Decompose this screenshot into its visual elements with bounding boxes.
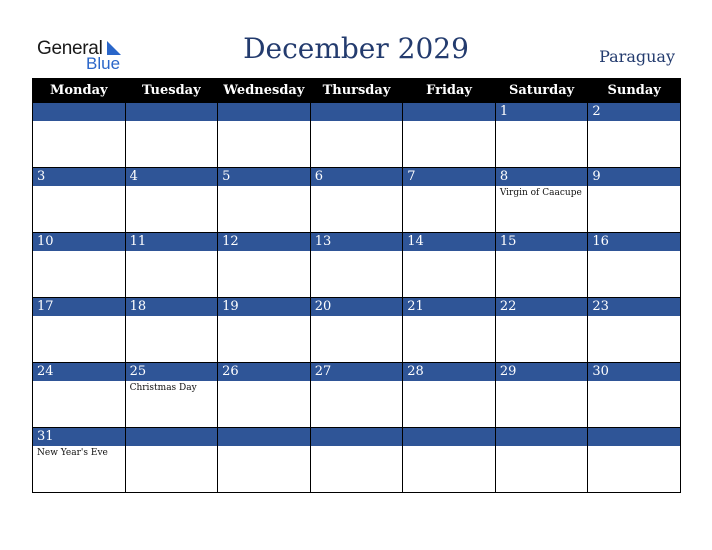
day-number: 31 <box>33 428 125 446</box>
day-number: 6 <box>311 168 403 186</box>
day-cell[interactable] <box>218 103 311 168</box>
day-number: 17 <box>33 298 125 316</box>
day-number: 19 <box>218 298 310 316</box>
day-cell[interactable] <box>310 363 403 428</box>
week-row <box>33 428 681 493</box>
day-cell[interactable] <box>310 168 403 233</box>
day-number: 23 <box>588 298 680 316</box>
weekday-header: Friday <box>403 79 496 103</box>
week-row <box>33 168 681 233</box>
day-cell[interactable] <box>125 363 218 428</box>
weekday-header-row <box>33 79 681 103</box>
day-number: 12 <box>218 233 310 251</box>
day-cell[interactable] <box>588 298 681 363</box>
day-cell[interactable] <box>310 298 403 363</box>
calendar-title: December 2029 <box>243 32 469 65</box>
day-number: 29 <box>496 363 588 381</box>
day-number: 10 <box>33 233 125 251</box>
day-cell[interactable] <box>125 428 218 493</box>
holiday-label: New Year's Eve <box>37 448 108 458</box>
day-number: 4 <box>126 168 218 186</box>
day-cell[interactable] <box>403 168 496 233</box>
logo-text-general: General <box>37 38 103 59</box>
day-cell[interactable] <box>33 233 126 298</box>
weekday-header: Sunday <box>588 79 681 103</box>
day-cell[interactable] <box>495 168 588 233</box>
day-cell[interactable] <box>495 428 588 493</box>
day-number <box>311 428 403 446</box>
month-calendar <box>32 78 681 493</box>
day-cell[interactable] <box>588 428 681 493</box>
day-number: 24 <box>33 363 125 381</box>
day-cell[interactable] <box>33 428 126 493</box>
day-cell[interactable] <box>33 298 126 363</box>
day-number: 13 <box>311 233 403 251</box>
day-number: 1 <box>496 103 588 121</box>
day-number: 22 <box>496 298 588 316</box>
day-cell[interactable] <box>310 233 403 298</box>
day-number: 2 <box>588 103 680 121</box>
day-number: 15 <box>496 233 588 251</box>
day-cell[interactable] <box>125 103 218 168</box>
day-cell[interactable] <box>33 168 126 233</box>
day-cell[interactable] <box>218 233 311 298</box>
day-number: 27 <box>311 363 403 381</box>
day-cell[interactable] <box>218 428 311 493</box>
day-number: 30 <box>588 363 680 381</box>
week-row <box>33 363 681 428</box>
day-cell[interactable] <box>125 298 218 363</box>
week-row <box>33 103 681 168</box>
day-cell[interactable] <box>310 428 403 493</box>
day-cell[interactable] <box>495 298 588 363</box>
day-number: 11 <box>126 233 218 251</box>
day-number: 5 <box>218 168 310 186</box>
weekday-header: Tuesday <box>125 79 218 103</box>
day-number: 25 <box>126 363 218 381</box>
day-cell[interactable] <box>495 363 588 428</box>
day-number <box>403 428 495 446</box>
weekday-header: Saturday <box>495 79 588 103</box>
day-number: 7 <box>403 168 495 186</box>
day-cell[interactable] <box>218 363 311 428</box>
day-number <box>33 103 125 121</box>
weekday-header: Thursday <box>310 79 403 103</box>
logo-text-blue: Blue <box>86 54 121 73</box>
day-number <box>126 428 218 446</box>
day-number: 3 <box>33 168 125 186</box>
day-number <box>496 428 588 446</box>
day-cell[interactable] <box>403 233 496 298</box>
day-cell[interactable] <box>495 233 588 298</box>
day-number: 26 <box>218 363 310 381</box>
day-cell[interactable] <box>125 233 218 298</box>
day-cell[interactable] <box>310 103 403 168</box>
day-cell[interactable] <box>588 168 681 233</box>
day-cell[interactable] <box>33 363 126 428</box>
day-cell[interactable] <box>218 168 311 233</box>
day-number <box>403 103 495 121</box>
day-cell[interactable] <box>495 103 588 168</box>
holiday-label: Christmas Day <box>129 383 197 393</box>
day-number: 20 <box>311 298 403 316</box>
day-cell[interactable] <box>403 428 496 493</box>
day-cell[interactable] <box>403 103 496 168</box>
day-number: 18 <box>126 298 218 316</box>
calendar-body <box>33 103 681 493</box>
day-cell[interactable] <box>403 298 496 363</box>
day-cell[interactable] <box>218 298 311 363</box>
day-number: 14 <box>403 233 495 251</box>
day-number: 28 <box>403 363 495 381</box>
day-cell[interactable] <box>125 168 218 233</box>
day-number <box>218 428 310 446</box>
day-cell[interactable] <box>588 233 681 298</box>
holiday-label: Virgin of Caacupe <box>499 188 582 198</box>
day-number <box>126 103 218 121</box>
day-cell[interactable] <box>588 103 681 168</box>
day-number <box>311 103 403 121</box>
country-label: Paraguay <box>599 47 675 66</box>
day-number <box>218 103 310 121</box>
day-number: 16 <box>588 233 680 251</box>
day-cell[interactable] <box>33 103 126 168</box>
day-number: 21 <box>403 298 495 316</box>
day-number <box>588 428 680 446</box>
day-cell[interactable] <box>588 363 681 428</box>
week-row <box>33 298 681 363</box>
weekday-header: Wednesday <box>218 79 311 103</box>
day-number: 8 <box>496 168 588 186</box>
day-number: 9 <box>588 168 680 186</box>
weekday-header: Monday <box>33 79 126 103</box>
day-cell[interactable] <box>403 363 496 428</box>
week-row <box>33 233 681 298</box>
